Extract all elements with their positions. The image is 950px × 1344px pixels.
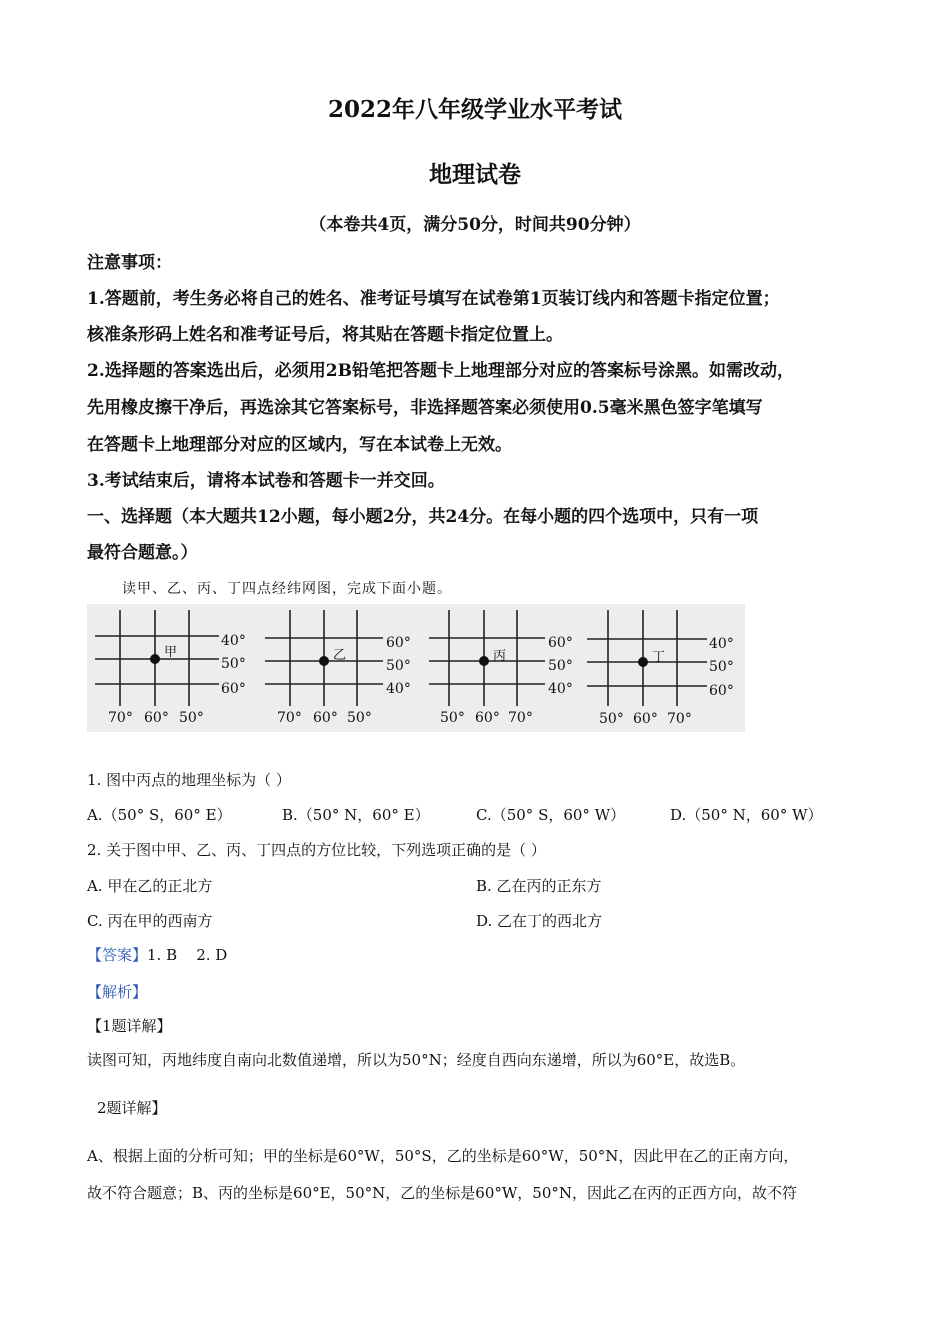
lat-label: 50° [548, 658, 573, 674]
q2-detail-heading: 2题详解】 [97, 1099, 167, 1117]
question-1-option-a: A.（50° S，60° E） [87, 806, 232, 824]
lat-label: 40° [548, 681, 573, 697]
question-1-option-d: D.（50° N，60° W） [670, 806, 823, 824]
figure-caption: 读甲、乙、丙、丁四点经纬网图，完成下面小题。 [122, 581, 452, 597]
q1-detail-heading: 【1题详解】 [87, 1017, 172, 1035]
lon-label: 70° [108, 710, 133, 726]
note-line: 1.答题前，考生务必将自己的姓名、准考证号填写在试卷第1页装订线内和答题卡指定位置； [87, 289, 780, 309]
question-1-stem: 1. 图中丙点的地理坐标为（ ） [87, 771, 291, 789]
lon-label: 50° [179, 710, 204, 726]
lat-label: 50° [221, 656, 246, 672]
lat-label: 40° [386, 681, 411, 697]
section-heading-cont: 最符合题意。） [87, 543, 198, 563]
exam-info: （本卷共4页，满分50分，时间共90分钟） [309, 215, 641, 235]
lat-label: 60° [386, 635, 411, 651]
note-line: 3.考试结束后，请将本试卷和答题卡一并交回。 [87, 471, 445, 491]
notes-heading: 注意事项： [87, 253, 172, 273]
question-1-option-c: C.（50° S，60° W） [476, 806, 626, 824]
lon-label: 70° [667, 711, 692, 727]
point-label: 丙 [493, 649, 507, 664]
lat-label: 50° [709, 659, 734, 675]
lon-label: 70° [277, 710, 302, 726]
lon-label: 60° [144, 710, 169, 726]
point-bing-marker [479, 656, 489, 666]
analysis-label: 【解析】 [87, 983, 148, 1001]
note-line: 在答题卡上地理部分对应的区域内，写在本试卷上无效。 [87, 435, 512, 455]
lat-label: 60° [221, 681, 246, 697]
point-jia-marker [150, 654, 160, 664]
lon-label: 50° [599, 711, 624, 727]
lon-label: 60° [313, 710, 338, 726]
question-1-option-b: B.（50° N，60° E） [282, 806, 430, 824]
lat-label: 40° [709, 636, 734, 652]
section-heading: 一、选择题（本大题共12小题，每小题2分，共24分。在每小题的四个选项中，只有一项 [87, 507, 759, 527]
point-yi-marker [319, 656, 329, 666]
page-title: 2022年八年级学业水平考试 [327, 96, 622, 123]
question-2-stem: 2. 关于图中甲、乙、丙、丁四点的方位比较，下列选项正确的是（ ） [87, 841, 546, 859]
lat-label: 60° [548, 635, 573, 651]
question-2-option-d: D. 乙在丁的西北方 [476, 912, 603, 930]
lon-label: 50° [440, 710, 465, 726]
lat-label: 50° [386, 658, 411, 674]
q2-detail-line: 故不符合题意；B、丙的坐标是60°E，50°N，乙的坐标是60°W，50°N，因此乙在丙的正西方向，故不符 [87, 1184, 797, 1202]
lon-label: 60° [633, 711, 658, 727]
lon-label: 50° [347, 710, 372, 726]
q1-detail-text: 读图可知，丙地纬度自南向北数值递增，所以为50°N；经度自西向东递增，所以为60°E，故选B。 [87, 1051, 746, 1069]
answer-label: 【答案】 [87, 946, 148, 964]
point-label: 甲 [164, 645, 178, 660]
note-line: 先用橡皮擦干净后，再选涂其它答案标号，非选择题答案必须使用0.5毫米黑色签字笔填写 [87, 398, 763, 418]
lat-label: 40° [221, 633, 246, 649]
lon-label: 60° [475, 710, 500, 726]
point-label: 乙 [333, 648, 347, 663]
question-2-option-a: A. 甲在乙的正北方 [87, 877, 213, 895]
point-label: 丁 [652, 650, 666, 665]
question-2-option-c: C. 丙在甲的西南方 [87, 912, 213, 930]
point-ding-marker [638, 657, 648, 667]
answer-row [87, 944, 227, 965]
lon-label: 70° [508, 710, 533, 726]
question-2-option-b: B. 乙在丙的正东方 [476, 877, 602, 895]
q2-detail-line: A、根据上面的分析可知；甲的坐标是60°W，50°S，乙的坐标是60°W，50°N，因此甲在乙的正南方向， [87, 1147, 799, 1165]
lat-lon-grid-figure [87, 604, 745, 732]
answer-text: 1. B 2. D [147, 946, 228, 964]
lat-label: 60° [709, 683, 734, 699]
page-subtitle: 地理试卷 [429, 161, 521, 188]
note-line: 核准条形码上姓名和准考证号后，将其贴在答题卡指定位置上。 [87, 325, 563, 345]
note-line: 2.选择题的答案选出后，必须用2B铅笔把答题卡上地理部分对应的答案标号涂黑。如需改动， [87, 361, 794, 381]
